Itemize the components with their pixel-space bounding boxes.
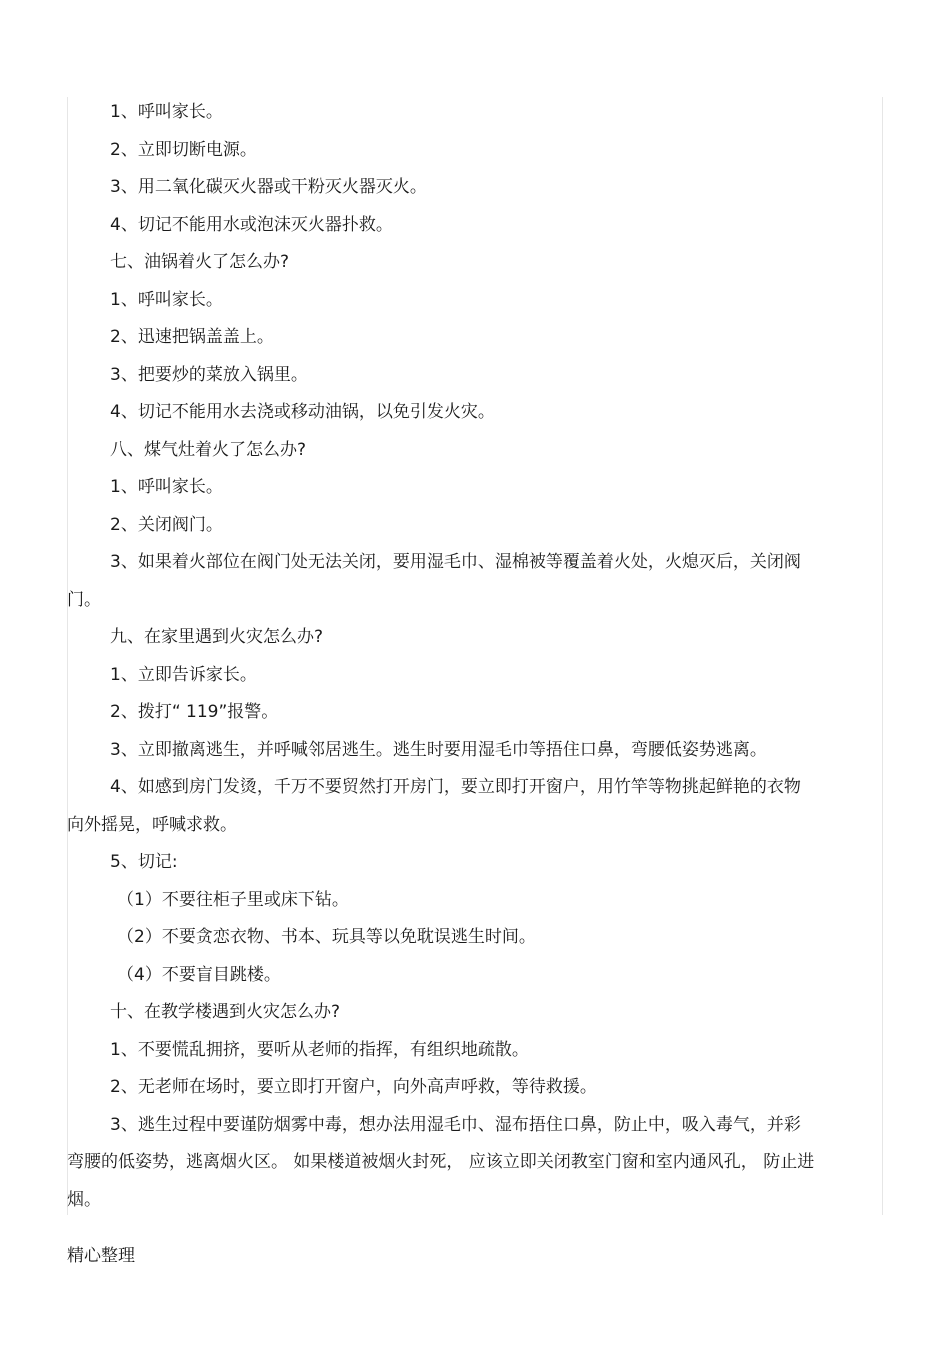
list-item: 4、切记不能用水去浇或移动油锅，以免引发火灾。 [110,402,495,422]
right-margin-rule [882,97,883,1215]
list-item: 1、呼叫家长。 [110,289,223,310]
list-item: 3、用二氧化碳灭火器或干粉灭火器灭火。 [110,177,427,197]
list-item: 1、不要慌乱拥挤，要听从老师的指挥，有组织地疏散。 [110,1039,529,1060]
list-item: 2、无老师在场时，要立即打开窗户，向外高声呼救，等待救援。 [110,1077,597,1097]
list-item: 3、如果着火部位在阀门处无法关闭，要用湿毛巾、湿棉被等覆盖着火处，火熄灭后，关闭阀 [110,552,801,572]
list-item: 4、切记不能用水或泡沫灭火器扑救。 [110,214,393,235]
list-item: 3、立即撤离逃生，并呼喊邻居逃生。逃生时要用湿毛巾等捂住口鼻，弯腰低姿势逃离。 [110,739,767,760]
footer-text: 精心整理 [67,1246,135,1266]
list-item: 1、呼叫家长。 [110,477,223,497]
list-item: 2、立即切断电源。 [110,139,257,160]
list-item: 2、关闭阀门。 [110,514,223,535]
list-item-continuation: 门。 [67,589,101,610]
section-heading: 七、油锅着火了怎么办? [110,252,290,272]
list-item: 1、呼叫家长。 [110,102,223,122]
section-heading: 九、在家里遇到火灾怎么办? [110,627,324,647]
sub-list-item: （2）不要贪恋衣物、书本、玩具等以免耽误逃生时间。 [117,927,536,947]
list-item: 2、迅速把锅盖盖上。 [110,327,274,347]
list-item: 4、如感到房门发烫，千万不要贸然打开房门，要立即打开窗户，用竹竿等物挑起鲜艳的衣物 [110,777,801,797]
list-item: 3、逃生过程中要谨防烟雾中毒，想办法用湿毛巾、湿布捂住口鼻，防止中，吸入毒气，并彩 [110,1114,801,1135]
section-heading: 八、煤气灶着火了怎么办? [110,439,307,460]
list-item: 1、立即告诉家长。 [110,664,257,685]
list-item: 2、拨打“ 119”报警。 [110,702,279,722]
list-item: 3、把要炒的菜放入锅里。 [110,364,308,385]
sub-list-item: （1）不要往柜子里或床下钻。 [117,889,349,910]
section-heading: 十、在教学楼遇到火灾怎么办? [110,1002,341,1022]
list-item-continuation: 弯腰的低姿势，逃离烟火区。 如果楼道被烟火封死， 应该立即关闭教室门窗和室内通风孔， 防止进 [67,1152,815,1172]
document-body [67,94,882,1219]
list-item-continuation: 烟。 [67,1189,101,1210]
sub-list-item: （4）不要盲目跳楼。 [117,964,281,985]
list-item: 5、切记: [110,852,178,872]
list-item-continuation: 向外摇晃，呼喊求救。 [67,814,237,835]
